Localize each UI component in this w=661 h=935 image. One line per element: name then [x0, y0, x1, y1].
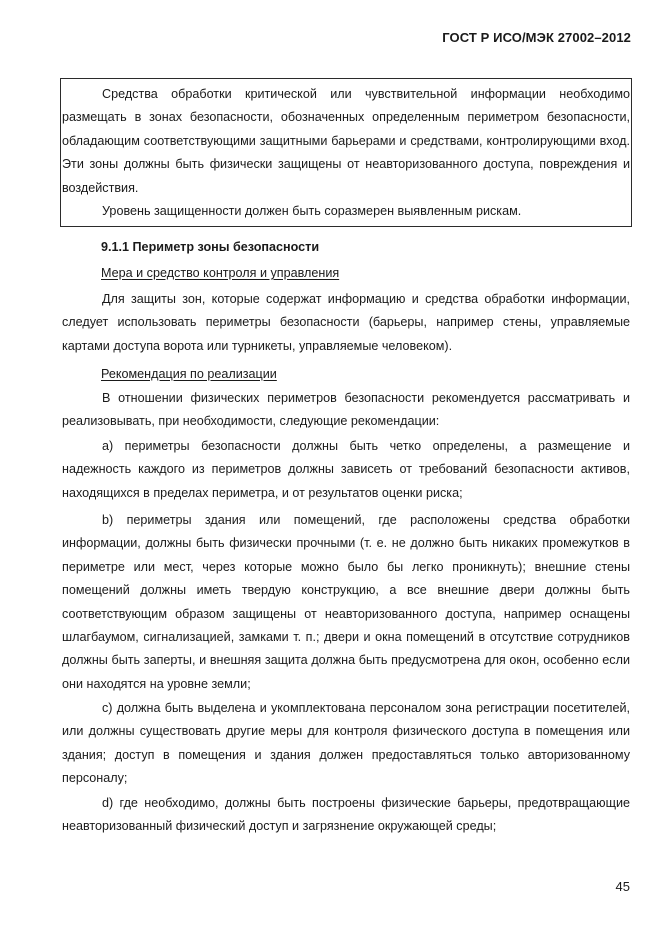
control-paragraph: Для защиты зон, которые содержат информацию и средства обработки информации, следует использовать периметры безопасности (барьеры, например стены, управляемые картами доступа ворота или турникеты, управляемые человеком).	[62, 292, 630, 353]
guidance-intro-paragraph: В отношении физических периметров безопасности рекомендуется рассматривать и реализовывать, при необходимости, следующие рекомендации:	[62, 391, 630, 429]
list-item-c: c) должна быть выделена и укомплектована персоналом зона регистрации посетителей, или должны существовать другие меры для контроля физического доступа в помещения или здания; доступ в помещения и здания должен предоставляться только авторизованному персоналу;	[62, 701, 630, 786]
page-number: 45	[615, 879, 630, 894]
section-heading: 9.1.1 Периметр зоны безопасности	[101, 240, 320, 254]
list-item-a: а) периметры безопасности должны быть четко определены, а размещение и надежность каждого из периметров должны зависеть от требований безопасности активов, находящихся в пределах периметра, и от результатов оценки риска;	[62, 439, 630, 500]
boxed-paragraph-2: Уровень защищенности должен быть соразмерен выявленным рискам.	[102, 204, 522, 218]
list-item-d: d) где необходимо, должны быть построены физические барьеры, предотвращающие неавторизованный физический доступ и загрязнение окружающей среды;	[62, 796, 630, 834]
boxed-paragraph-1: Средства обработки критической или чувствительной информации необходимо размещать в зонах безопасности, обозначенных определенным периметром безопасности, обладающим соответствующими защитными барьерами и средствами, контролирующими вход. Эти зоны должны быть физически защищены от неавторизованного доступа, повреждения и воздействия.	[62, 87, 630, 195]
guidance-subheading: Рекомендация по реализации	[101, 367, 277, 381]
document-code-header: ГОСТ Р ИСО/МЭК 27002–2012	[442, 30, 631, 45]
list-item-b: b) периметры здания или помещений, где расположены средства обработки информации, должны быть физически прочными (т. е. не должно быть никаких промежутков в периметре или мест, через которые можно было бы легко проникнуть); внешние стены помещений должны иметь твердую конструкцию, а все внешние двери должны быть соответствующим образом защищены от неавторизованного доступа, например оснащены шлагбаумом, сигнализацией, замками т. п.; двери и окна помещений в отсутствие сотрудников должны быть заперты, и внешняя защита должна быть предусмотрена для окон, особенно если они находятся на уровне земли;	[62, 513, 630, 691]
control-subheading: Мера и средство контроля и управления	[101, 266, 340, 280]
